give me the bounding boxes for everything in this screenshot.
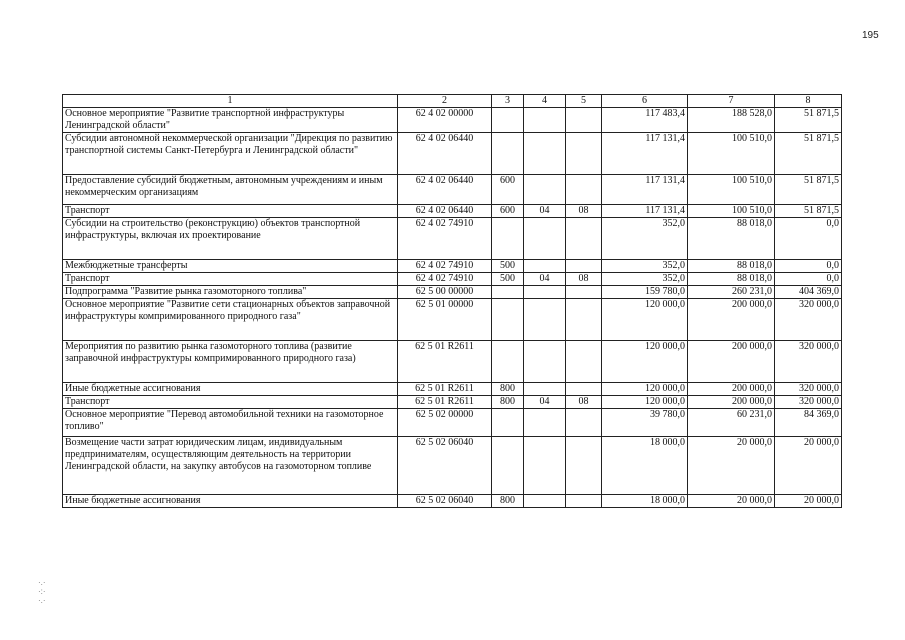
table-row [63,108,842,133]
row-col8-value: 51 871,5 [775,205,842,218]
row-code-cell: 62 5 01 R2611 [398,396,492,409]
row-pr-cell: 08 [566,205,602,218]
row-vr-cell: 800 [492,383,524,396]
column-header: 8 [775,95,842,108]
scan-margin-marks [38,578,46,605]
row-col6-value: 117 131,4 [602,205,688,218]
row-name-cell: Субсидии на строительство (реконструкцию) объектов транспортной инфраструктуры, включая их проектирование [63,218,398,260]
row-col6-value: 352,0 [602,260,688,273]
row-code-cell: 62 5 02 00000 [398,409,492,437]
row-vr-cell: 500 [492,273,524,286]
row-vr-cell [492,286,524,299]
row-rz-cell: 04 [524,205,566,218]
row-col7-value: 200 000,0 [688,299,775,341]
row-code-cell: 62 5 01 00000 [398,299,492,341]
row-col6-value: 39 780,0 [602,409,688,437]
row-code-cell: 62 4 02 74910 [398,260,492,273]
row-pr-cell [566,495,602,508]
row-col8-value: 320 000,0 [775,341,842,383]
row-code-cell: 62 4 02 74910 [398,273,492,286]
table-header-row [63,95,842,108]
row-col6-value: 352,0 [602,273,688,286]
row-rz-cell [524,133,566,175]
row-name-cell: Субсидии автономной некоммерческой организации "Дирекция по развитию транспортной системы Санкт-Петербурга и Ленинградской области" [63,133,398,175]
row-col7-value: 260 231,0 [688,286,775,299]
row-code-cell: 62 4 02 00000 [398,108,492,133]
row-name-cell: Мероприятия по развитию рынка газомоторного топлива (развитие заправочной инфраструктуры компримированного природного газа) [63,341,398,383]
row-vr-cell [492,108,524,133]
table-row [63,409,842,437]
scan-mark: ·.· [38,578,46,587]
table-row [63,133,842,175]
row-pr-cell [566,218,602,260]
row-rz-cell [524,383,566,396]
row-code-cell: 62 5 02 06040 [398,437,492,495]
row-col8-value: 0,0 [775,273,842,286]
row-code-cell: 62 5 02 06040 [398,495,492,508]
row-pr-cell [566,133,602,175]
row-pr-cell [566,108,602,133]
row-col6-value: 117 483,4 [602,108,688,133]
column-header: 3 [492,95,524,108]
row-rz-cell [524,175,566,205]
table-row [63,299,842,341]
column-header: 2 [398,95,492,108]
row-pr-cell [566,299,602,341]
table-row [63,286,842,299]
row-col7-value: 20 000,0 [688,495,775,508]
page-number: 195 [862,30,879,41]
row-col7-value: 188 528,0 [688,108,775,133]
row-col6-value: 159 780,0 [602,286,688,299]
row-col8-value: 404 369,0 [775,286,842,299]
row-col8-value: 0,0 [775,260,842,273]
row-code-cell: 62 5 01 R2611 [398,341,492,383]
table-row [63,260,842,273]
row-col8-value: 320 000,0 [775,383,842,396]
column-header: 5 [566,95,602,108]
row-col6-value: 18 000,0 [602,495,688,508]
row-pr-cell: 08 [566,273,602,286]
row-rz-cell [524,108,566,133]
row-name-cell: Основное мероприятие "Перевод автомобильной техники на газомоторное топливо" [63,409,398,437]
row-vr-cell: 600 [492,205,524,218]
column-header: 1 [63,95,398,108]
row-col6-value: 120 000,0 [602,396,688,409]
row-code-cell: 62 5 00 00000 [398,286,492,299]
row-name-cell: Основное мероприятие "Развитие сети стационарных объектов заправочной инфраструктуры компримированного природного газа" [63,299,398,341]
table-row [63,218,842,260]
row-vr-cell: 800 [492,396,524,409]
row-pr-cell [566,341,602,383]
row-vr-cell: 800 [492,495,524,508]
table-row [63,383,842,396]
column-header: 7 [688,95,775,108]
row-col7-value: 100 510,0 [688,205,775,218]
row-pr-cell [566,383,602,396]
row-col7-value: 100 510,0 [688,133,775,175]
row-name-cell: Иные бюджетные ассигнования [63,383,398,396]
table-row [63,437,842,495]
row-col8-value: 320 000,0 [775,396,842,409]
scan-mark: ·.· [38,596,46,605]
row-pr-cell [566,175,602,205]
row-col6-value: 117 131,4 [602,133,688,175]
row-col8-value: 0,0 [775,218,842,260]
row-rz-cell [524,286,566,299]
row-pr-cell [566,437,602,495]
row-col7-value: 60 231,0 [688,409,775,437]
row-name-cell: Предоставление субсидий бюджетным, автономным учреждениям и иным некоммерческим организациям [63,175,398,205]
row-col6-value: 352,0 [602,218,688,260]
row-vr-cell [492,341,524,383]
row-name-cell: Иные бюджетные ассигнования [63,495,398,508]
row-col7-value: 88 018,0 [688,273,775,286]
row-col8-value: 20 000,0 [775,495,842,508]
row-col7-value: 88 018,0 [688,260,775,273]
table-row [63,175,842,205]
row-vr-cell: 500 [492,260,524,273]
row-vr-cell [492,218,524,260]
row-col6-value: 117 131,4 [602,175,688,205]
row-col7-value: 88 018,0 [688,218,775,260]
row-pr-cell: 08 [566,396,602,409]
row-vr-cell [492,133,524,175]
row-name-cell: Межбюджетные трансферты [63,260,398,273]
row-code-cell: 62 4 02 06440 [398,133,492,175]
row-rz-cell [524,495,566,508]
row-name-cell: Возмещение части затрат юридическим лицам, индивидуальным предпринимателям, осуществляющим деятельность на территории Ленинградской области, на закупку автобусов на газомоторном топливе [63,437,398,495]
row-col8-value: 51 871,5 [775,133,842,175]
row-col7-value: 200 000,0 [688,396,775,409]
row-name-cell: Транспорт [63,205,398,218]
table-row [63,396,842,409]
row-rz-cell [524,437,566,495]
row-pr-cell [566,286,602,299]
table-row [63,341,842,383]
row-col6-value: 18 000,0 [602,437,688,495]
row-rz-cell: 04 [524,396,566,409]
row-col7-value: 200 000,0 [688,341,775,383]
row-code-cell: 62 4 02 06440 [398,175,492,205]
row-name-cell: Транспорт [63,396,398,409]
row-rz-cell: 04 [524,273,566,286]
row-name-cell: Транспорт [63,273,398,286]
column-header: 4 [524,95,566,108]
row-vr-cell [492,299,524,341]
table-row [63,495,842,508]
row-col7-value: 200 000,0 [688,383,775,396]
row-rz-cell [524,409,566,437]
row-col8-value: 20 000,0 [775,437,842,495]
table-row [63,273,842,286]
row-pr-cell [566,260,602,273]
row-col8-value: 51 871,5 [775,108,842,133]
row-col7-value: 20 000,0 [688,437,775,495]
row-code-cell: 62 4 02 74910 [398,218,492,260]
row-col6-value: 120 000,0 [602,383,688,396]
row-col6-value: 120 000,0 [602,341,688,383]
row-code-cell: 62 5 01 R2611 [398,383,492,396]
row-vr-cell: 600 [492,175,524,205]
row-name-cell: Основное мероприятие "Развитие транспортной инфраструктуры Ленинградской области" [63,108,398,133]
row-rz-cell [524,341,566,383]
row-pr-cell [566,409,602,437]
row-code-cell: 62 4 02 06440 [398,205,492,218]
row-col8-value: 84 369,0 [775,409,842,437]
table-row [63,205,842,218]
scan-mark: ·:· [38,587,46,596]
budget-table [62,94,842,508]
row-rz-cell [524,218,566,260]
row-col8-value: 320 000,0 [775,299,842,341]
row-vr-cell [492,409,524,437]
row-rz-cell [524,260,566,273]
row-rz-cell [524,299,566,341]
row-col6-value: 120 000,0 [602,299,688,341]
column-header: 6 [602,95,688,108]
row-col7-value: 100 510,0 [688,175,775,205]
row-col8-value: 51 871,5 [775,175,842,205]
row-vr-cell [492,437,524,495]
row-name-cell: Подпрограмма "Развитие рынка газомоторного топлива" [63,286,398,299]
